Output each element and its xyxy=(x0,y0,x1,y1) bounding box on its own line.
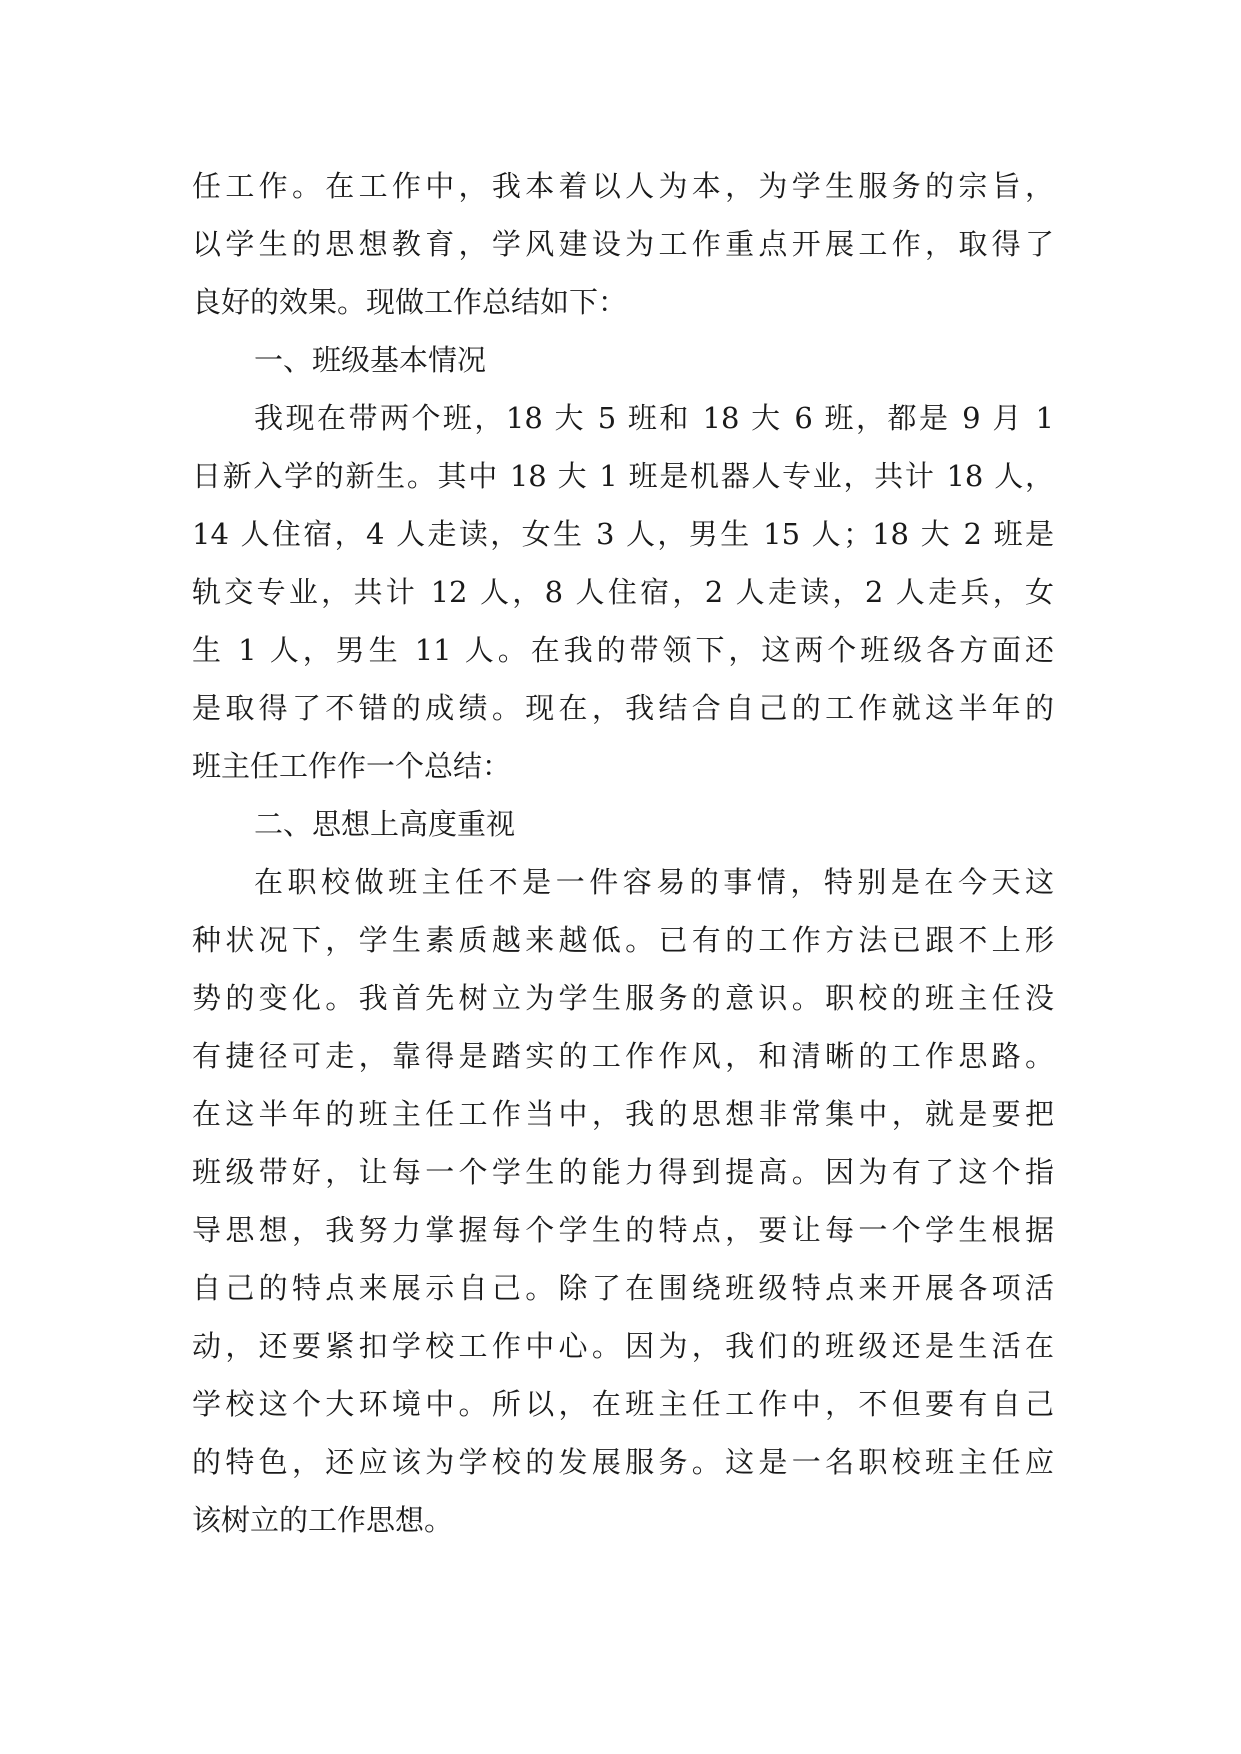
text-line: 导思想，我努力掌握每个学生的特点，要让每一个学生根据 xyxy=(192,1213,1054,1247)
text-line: 在这半年的班主任工作当中，我的思想非常集中，就是要把 xyxy=(192,1097,1054,1131)
text-line: 任工作。在工作中，我本着以人为本，为学生服务的宗旨， xyxy=(192,169,1054,203)
text-line: 在职校做班主任不是一件容易的事情，特别是在今天这 xyxy=(254,865,1054,899)
text-line: 的特色，还应该为学校的发展服务。这是一名职校班主任应 xyxy=(192,1445,1054,1479)
text-line: 种状况下，学生素质越来越低。已有的工作方法已跟不上形 xyxy=(192,923,1054,957)
text-line: 是取得了不错的成绩。现在，我结合自己的工作就这半年的 xyxy=(192,691,1054,725)
text-line: 14 人住宿，4 人走读，女生 3 人，男生 15 人；18 大 2 班是 xyxy=(192,517,1054,551)
text-line: 轨交专业，共计 12 人，8 人住宿，2 人走读，2 人走兵，女 xyxy=(192,575,1054,609)
text-line: 我现在带两个班，18 大 5 班和 18 大 6 班，都是 9 月 1 xyxy=(254,401,1054,435)
text-line: 势的变化。我首先树立为学生服务的意识。职校的班主任没 xyxy=(192,981,1054,1015)
section-heading-2: 二、思想上高度重视 xyxy=(254,807,516,841)
text-line: 良好的效果。现做工作总结如下： xyxy=(192,285,628,319)
section-heading-1: 一、班级基本情况 xyxy=(254,343,487,377)
text-line: 动，还要紧扣学校工作中心。因为，我们的班级还是生活在 xyxy=(192,1329,1054,1363)
text-line: 学校这个大环境中。所以，在班主任工作中，不但要有自己 xyxy=(192,1387,1054,1421)
text-line: 日新入学的新生。其中 18 大 1 班是机器人专业，共计 18 人， xyxy=(192,459,1054,493)
text-line: 自己的特点来展示自己。除了在围绕班级特点来开展各项活 xyxy=(192,1271,1054,1305)
text-line: 生 1 人，男生 11 人。在我的带领下，这两个班级各方面还 xyxy=(192,633,1054,667)
document-body xyxy=(192,157,1054,1549)
text-line: 班级带好，让每一个学生的能力得到提高。因为有了这个指 xyxy=(192,1155,1054,1189)
text-line: 班主任工作作一个总结： xyxy=(192,749,512,783)
text-line: 以学生的思想教育，学风建设为工作重点开展工作，取得了 xyxy=(192,227,1054,261)
text-line: 有捷径可走，靠得是踏实的工作作风，和清晰的工作思路。 xyxy=(192,1039,1054,1073)
text-line: 该树立的工作思想。 xyxy=(192,1503,454,1537)
